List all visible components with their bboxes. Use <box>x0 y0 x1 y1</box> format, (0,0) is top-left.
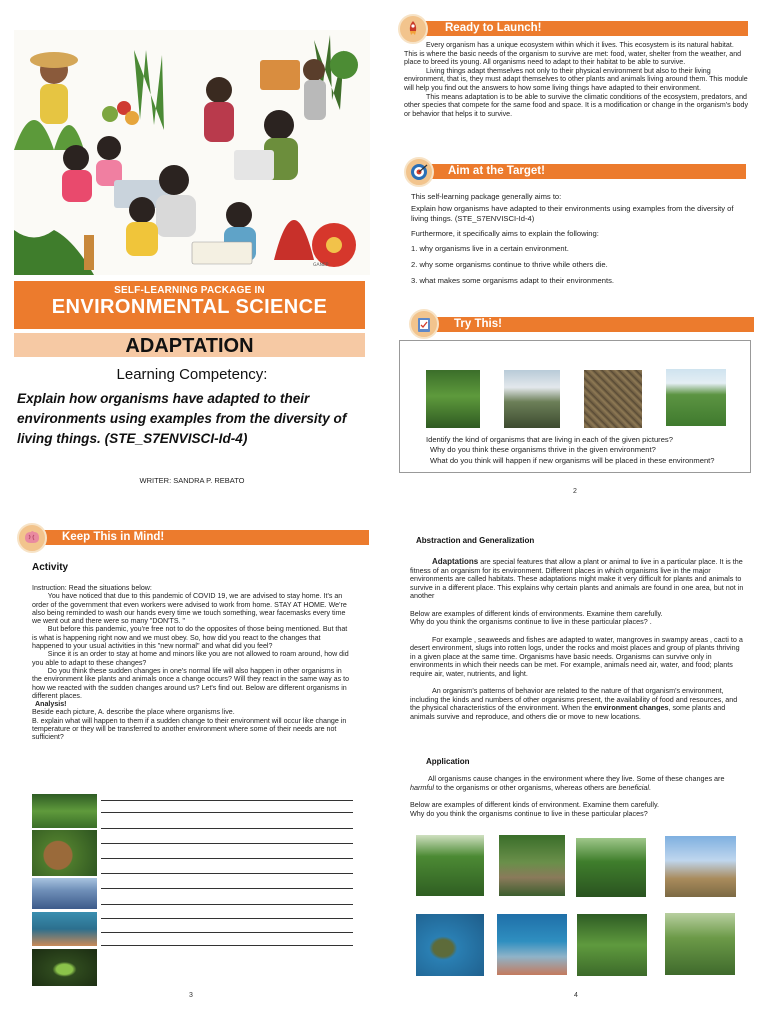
analysis-photo-3 <box>32 878 97 909</box>
beneficial-term: beneficial <box>618 782 649 792</box>
aim-line-5: 2. why some organisms continue to thrive while others die. <box>411 259 608 269</box>
app-para-mid: to the organisms or other organisms, whereas others are <box>433 782 619 792</box>
try-photo-4 <box>666 369 726 426</box>
instruction-line-1: Instruction: Read the situations below: <box>32 584 152 592</box>
aim-line-4: 1. why organisms live in a certain environment. <box>411 244 569 254</box>
target-badge <box>404 157 434 187</box>
abstraction-heading: Abstraction and Generalization <box>416 536 535 545</box>
environment-photo-8 <box>665 913 735 975</box>
target-icon <box>409 162 429 182</box>
answer-line-6[interactable] <box>101 873 353 874</box>
page-2 <box>384 0 768 512</box>
keep-title: Keep This in Mind! <box>62 531 165 543</box>
examples-line-2: Why do you think the organisms continue to live in these particular places? . <box>410 617 652 626</box>
clipboard-badge <box>409 309 439 339</box>
aim-line-6: 3. what makes some organisms adapt to their environments. <box>411 275 615 285</box>
answer-line-8[interactable] <box>101 904 353 905</box>
instruction-line-3: But before this pandemic, you're free not to do the opposites of those being mentioned. But that is what is happening right now and we must obey. So, how did you react to the changes that happened to your usual activities in this "new normal" and what did you feel? <box>32 625 350 651</box>
try-photo-2 <box>504 370 560 428</box>
instruction-line-2: You have noticed that due to this pandemic of COVID 19, we are advised to stay home. It's an order of the government that even workers were advised to work from home. STAY AT HOME. We're also being reminded to wash our hands every time we touch something, wear facemasks every time we went out and there were so many "DON'TS. " <box>32 592 349 626</box>
app-para-end: . <box>648 782 651 792</box>
harmful-term: harmful <box>410 782 434 792</box>
para-3-start: An organism's patterns of behavior are related to the nature of that organism's environment, including the kinds and numbers of other organisms present, the availability of food and resources, and the physical characteristics of the environment. When the <box>410 686 738 712</box>
ready-para-1: Every organism has a unique ecosystem within which it lives. This ecosystem is its natural habitat. This is where the basic needs of the organism to survive are met: food, water, shelter from the weather, and place to breed its young. All organisms need to adapt to their habitat to be able to survive. <box>404 41 742 67</box>
answer-line-4[interactable] <box>101 843 353 844</box>
application-para <box>410 775 744 792</box>
aim-line-2: Explain how organisms have adapted to their environments using examples from the diversity of living things. (STE_S7ENVISCI-Id-4) <box>411 203 734 224</box>
abstraction-text <box>410 558 744 721</box>
writer-credit: WRITER: SANDRA P. REBATO <box>139 476 245 485</box>
topic-band <box>14 333 365 357</box>
try-question-3: What do you think will happen if new organisms will be placed in these environment? <box>430 455 715 465</box>
answer-line-3[interactable] <box>101 828 353 829</box>
answer-line-1[interactable] <box>101 800 353 801</box>
analysis-photo-2 <box>32 830 97 876</box>
abstraction-para-2: For example , seaweeds and fishes are adapted to water, mangroves in swampy areas , cacti to a desert environment, slugs into rotten logs, under the rocks and moist places and group of plants thriving in a given place at the same time. Organisms have basic needs. Organisms can survive only in environments in which their needs can be met. For example, animals need air, water, and food; plants require air, water, nutrients, and light. <box>410 634 743 678</box>
application-text <box>410 775 744 818</box>
ready-text <box>404 41 749 118</box>
instruction-line-4: Since it is an order to stay at home and minors like you are not allowed to roam around, how did you able to adapt to these changes? <box>32 650 351 667</box>
environment-photo-5 <box>416 914 484 976</box>
examples-line-1: Below are examples of different kinds of environments. Examine them carefully. <box>410 608 663 618</box>
answer-line-5[interactable] <box>101 858 353 859</box>
try-question-2: Why do you think these organisms thrive in the given environment? <box>430 445 656 455</box>
environment-photo-7 <box>577 914 647 976</box>
keep-header <box>22 530 369 545</box>
answer-line-10[interactable] <box>101 932 353 933</box>
abstraction-para-1-rest: are special features that allow a plant or animal to live in a particular place. It is the fitness of an organism for its environment. Different places in which organisms live in the major environments are called habitats. These adaptations might make it very difficult for plants and animals to survive in a different place. This explains why certain plants and animals are found in one area, but not in another <box>410 557 744 600</box>
adaptations-term: Adaptations <box>432 557 479 566</box>
try-photo-1 <box>426 370 480 428</box>
page-1-cover <box>0 0 384 512</box>
banner-subtitle: SELF-LEARNING PACKAGE IN <box>114 285 265 296</box>
instruction-line-5: Do you think these sudden changes in one's normal life will also happen in other organisms in the environment like plants and animals once a change occurs? Will they react in the same way as to how we reacted with the sudden changes around us? Let's find out. Below are different organisms in different places. <box>32 666 352 700</box>
app-examples-line-1: Below are examples of different kinds of environment. Examine them carefully. <box>410 800 660 809</box>
para-3-end: , some plants and animals survive and reproduce, and others die or move to new locations. <box>410 703 726 721</box>
environment-photo-2 <box>499 835 565 896</box>
illustration-signature: GANEP <box>313 263 329 268</box>
analysis-photo-4 <box>32 912 97 946</box>
answer-line-11[interactable] <box>101 945 353 946</box>
ready-header <box>405 21 748 36</box>
page-4 <box>384 512 768 1024</box>
environment-changes-term: environment changes <box>594 703 669 712</box>
banner-title: ENVIRONMENTAL SCIENCE <box>51 296 328 318</box>
try-title: Try This! <box>454 318 502 330</box>
answer-line-9[interactable] <box>101 918 353 919</box>
abstraction-para-1 <box>410 558 744 601</box>
page-number-4: 4 <box>574 992 578 999</box>
page-number-3: 3 <box>189 992 193 999</box>
try-questions <box>426 435 750 466</box>
clipboard-icon <box>415 315 433 333</box>
brain-icon <box>22 529 42 547</box>
ready-title: Ready to Launch! <box>445 22 542 34</box>
aim-header <box>408 164 746 179</box>
activity-heading: Activity <box>32 562 69 573</box>
page-number-2: 2 <box>573 488 577 495</box>
page-3 <box>0 512 384 1024</box>
rocket-badge <box>398 14 428 44</box>
try-question-1: Identify the kind of organisms that are living in each of the given pictures? <box>426 435 673 444</box>
try-header <box>414 317 754 332</box>
application-heading: Application <box>426 757 470 766</box>
cover-illustration <box>14 30 370 275</box>
brain-badge <box>17 523 47 553</box>
activity-text <box>32 584 352 742</box>
aim-line-3: Furthermore, it specifically aims to explain the following: <box>411 228 599 238</box>
aim-line-1: This self-learning package generally aims to: <box>411 192 562 201</box>
abstraction-para-3 <box>410 687 744 721</box>
rocket-icon <box>404 20 422 38</box>
answer-line-2[interactable] <box>101 812 353 813</box>
try-photo-3 <box>584 370 642 428</box>
aim-text <box>411 192 751 286</box>
environment-photo-3 <box>576 838 646 897</box>
aim-title: Aim at the Target! <box>448 165 545 177</box>
answer-line-7[interactable] <box>101 888 353 889</box>
cover-banner <box>14 281 365 329</box>
analysis-photo-1 <box>32 794 97 828</box>
environment-photo-6 <box>497 914 567 975</box>
analysis-line-1: Beside each picture, A. describe the place where organisms live. <box>32 708 235 717</box>
app-para-start: All organisms cause changes in the environment where they live. Some of these changes are <box>428 774 725 783</box>
competency-text: Explain how organisms have adapted to their environments using examples from the diversity of living things. (STE_S7ENVISCI-Id-4) <box>17 391 347 446</box>
analysis-photo-5 <box>32 949 97 986</box>
ready-para-3: This means adaptation is to be able to survive the climatic conditions of the ecosystem, predators, and other species that compete for the same food and space. It is a modification or change in the organism's body or behavior that helps it to survive. <box>404 92 749 118</box>
environment-photo-1 <box>416 835 484 896</box>
competency-label: Learning Competency: <box>116 366 268 383</box>
analysis-line-2: B. explain what will happen to them if a sudden change to their environment will occur like change in temperature or they will be transferred to another environment where some of their needs are not sufficient? <box>32 716 347 742</box>
ready-para-2: Living things adapt themselves not only to their physical environment but also to their living environment, that is, they must adapt themselves to other plants and animals living around them. This module will help you find out the answers to how some living things have adapted to their environment. <box>404 66 748 92</box>
app-examples-line-2: Why do you think the organisms continue to live in these particular places? <box>410 808 648 818</box>
analysis-heading: Analysis! <box>35 700 67 709</box>
topic-title: ADAPTATION <box>125 335 254 357</box>
environment-photo-4 <box>665 836 736 897</box>
